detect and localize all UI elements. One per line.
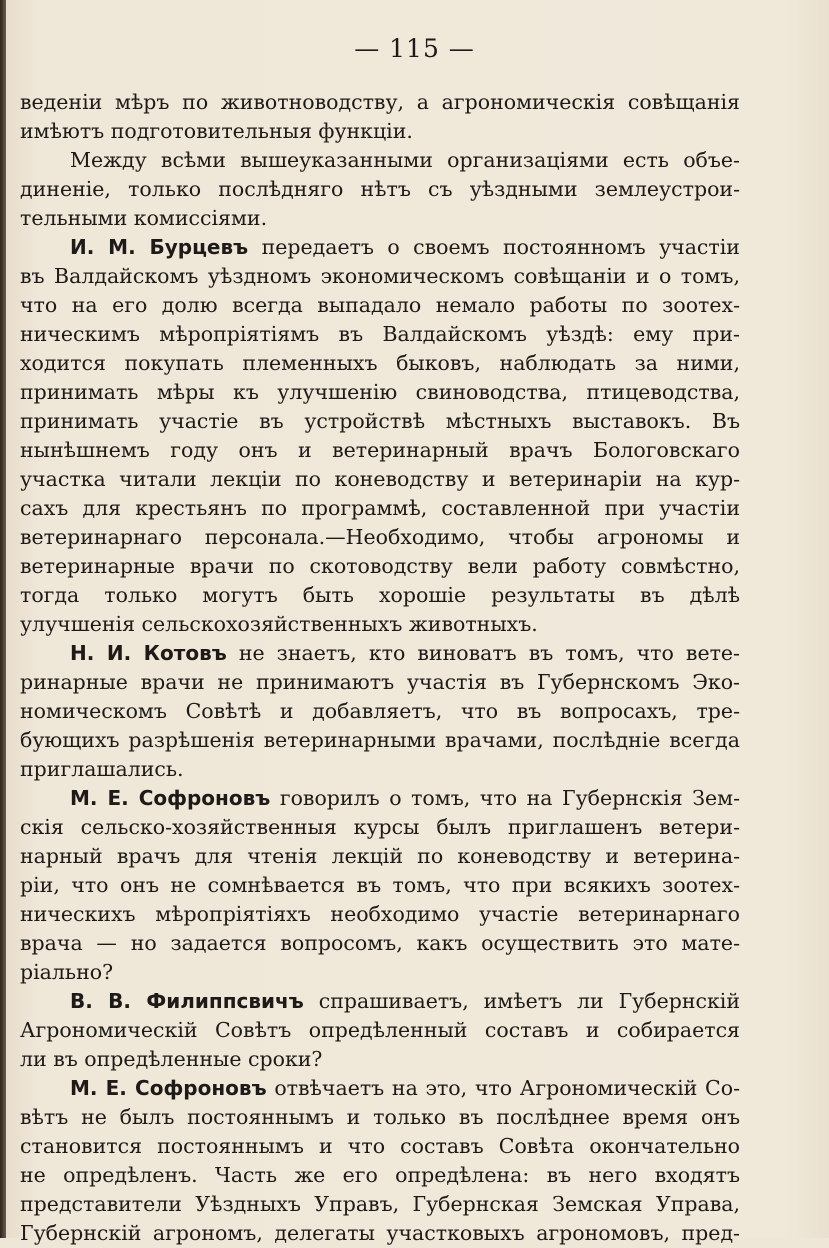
speaker-name: М. Е. Софроновъ xyxy=(70,1076,267,1100)
text-line xyxy=(20,755,740,784)
text-line xyxy=(20,958,740,987)
text-line xyxy=(20,813,740,842)
speaker-line xyxy=(20,639,740,668)
line-text: бующихъ разрѣшенія ветеринарными врачами, послѣдніе всегда xyxy=(20,728,740,752)
text-line xyxy=(20,1103,740,1132)
line-text: ли въ опредѣленные сроки? xyxy=(20,1047,323,1071)
line-text: принимать участіе въ устройствѣ мѣстныхъ выставокъ. Въ xyxy=(20,409,740,433)
speaker-line xyxy=(20,1074,740,1103)
text-line xyxy=(20,291,740,320)
line-text: ветеринарные врачи по скотоводству вели работу совмѣстно, xyxy=(20,554,740,578)
text-line xyxy=(20,1161,740,1190)
text-line xyxy=(20,871,740,900)
line-text: скія сельско-хозяйственныя курсы былъ приглашенъ ветери- xyxy=(20,815,740,839)
line-text: участка читали лекціи по коневодству и ветеринаріи на кур- xyxy=(20,467,740,491)
line-text: сахъ для крестьянъ по программѣ, составленной при участіи xyxy=(20,496,740,520)
line-text: нарный врачъ для чтенія лекцій по коневодству и ветерина- xyxy=(20,844,740,868)
text-line xyxy=(20,1016,740,1045)
line-text: становится постояннымъ и что составъ Совѣта окончательно xyxy=(20,1134,740,1158)
line-text: вѣтъ не былъ постояннымъ и только въ послѣднее время онъ xyxy=(20,1105,740,1129)
line-text: принимать мѣры къ улучшенію свиноводства, птицеводства, xyxy=(20,380,740,404)
line-text: говорилъ о томъ, что на Губернскія Зем- xyxy=(279,786,740,810)
line-text: отвѣчаетъ на это, что Агрономическій Со- xyxy=(274,1076,740,1100)
line-text: врача — но задается вопросомъ, какъ осуществить это мате- xyxy=(20,931,740,955)
text-line xyxy=(20,349,740,378)
text-line xyxy=(20,581,740,610)
line-text: номическомъ Совѣтѣ и добавляетъ, что въ вопросахъ, тре- xyxy=(20,699,740,723)
line-text: тогда только могутъ быть хорошіе результаты въ дѣлѣ xyxy=(20,583,740,607)
line-text: не знаетъ, кто виноватъ въ томъ, что вете- xyxy=(238,641,740,665)
text-line xyxy=(20,494,740,523)
text-line xyxy=(20,146,740,175)
page-number: — 115 — xyxy=(354,34,475,63)
line-text: имѣютъ подготовительныя функціи. xyxy=(20,119,413,143)
line-text: передаетъ о своемъ постоянномъ участіи xyxy=(261,235,740,259)
text-line xyxy=(20,929,740,958)
text-line xyxy=(20,1190,740,1219)
line-text: ринарные врачи не принимаютъ участія въ Губернскомъ Эко- xyxy=(20,670,740,694)
text-line xyxy=(20,175,740,204)
line-text: ріально? xyxy=(20,960,114,984)
line-text: нынѣшнемъ году онъ и ветеринарный врачъ Бологовскаго xyxy=(20,438,740,462)
line-text: что на его долю всегда выпадало немало работы по зоотех- xyxy=(20,293,740,317)
line-text: Агрономическій Совѣтъ опредѣленный составъ и собирается xyxy=(20,1018,740,1042)
text-line xyxy=(20,262,740,291)
text-line xyxy=(20,320,740,349)
line-text: приглашались. xyxy=(20,757,184,781)
line-text: диненіе, только послѣдняго нѣтъ съ уѣздными землеустрои- xyxy=(20,177,740,201)
page-body-text xyxy=(20,88,740,1248)
speaker-line xyxy=(20,233,740,262)
line-text: ническихъ мѣропріятіяхъ необходимо участіе ветеринарнаго xyxy=(20,902,740,926)
text-line xyxy=(20,697,740,726)
line-text: ходится покупать племенныхъ быковъ, наблюдать за ними, xyxy=(20,351,740,375)
line-text: спрашиваетъ, имѣетъ ли Губернскій xyxy=(318,989,740,1013)
line-text: ническимъ мѣропріятіямъ въ Валдайскомъ уѣздѣ: ему при- xyxy=(20,322,740,346)
text-line xyxy=(20,407,740,436)
line-text: Между всѣми вышеуказанными организаціями есть объе- xyxy=(70,148,740,172)
text-line xyxy=(20,523,740,552)
speaker-name: И. М. Бурцевъ xyxy=(70,235,249,259)
text-line xyxy=(20,204,740,233)
text-line xyxy=(20,726,740,755)
text-line xyxy=(20,378,740,407)
line-text: въ Валдайскомъ уѣздномъ экономическомъ совѣщаніи и о томъ, xyxy=(20,264,740,288)
text-line xyxy=(20,88,740,117)
text-line xyxy=(20,552,740,581)
text-line xyxy=(20,436,740,465)
speaker-line xyxy=(20,784,740,813)
text-line xyxy=(20,610,740,639)
text-line xyxy=(20,842,740,871)
text-line xyxy=(20,1219,740,1248)
text-line xyxy=(20,1045,740,1074)
speaker-name: Н. И. Котовъ xyxy=(70,641,227,665)
book-spine-shadow xyxy=(0,0,6,1238)
line-text: не опредѣленъ. Часть же его опредѣлена: въ него входятъ xyxy=(20,1163,740,1187)
line-text: представители Уѣздныхъ Управъ, Губернская Земская Управа, xyxy=(20,1192,740,1216)
text-line xyxy=(20,1132,740,1161)
text-line xyxy=(20,117,740,146)
speaker-name: М. Е. Софроновъ xyxy=(70,786,271,810)
line-text: веденіи мѣръ по животноводству, а агрономическія совѣщанія xyxy=(20,90,740,114)
line-text: ріи, что онъ не сомнѣвается въ томъ, что при всякихъ зоотех- xyxy=(20,873,740,897)
text-line xyxy=(20,668,740,697)
speaker-name: В. В. Филиппсвичъ xyxy=(70,989,304,1013)
line-text: улучшенія сельскохозяйственныхъ животныхъ. xyxy=(20,612,538,636)
text-line xyxy=(20,465,740,494)
line-text: ветеринарнаго персонала.—Необходимо, чтобы агрономы и xyxy=(20,525,740,549)
line-text: тельными комиссіями. xyxy=(20,206,268,230)
speaker-line xyxy=(20,987,740,1016)
line-text: Губернскій агрономъ, делегаты участковыхъ агрономовъ, пред- xyxy=(20,1221,740,1245)
text-line xyxy=(20,900,740,929)
